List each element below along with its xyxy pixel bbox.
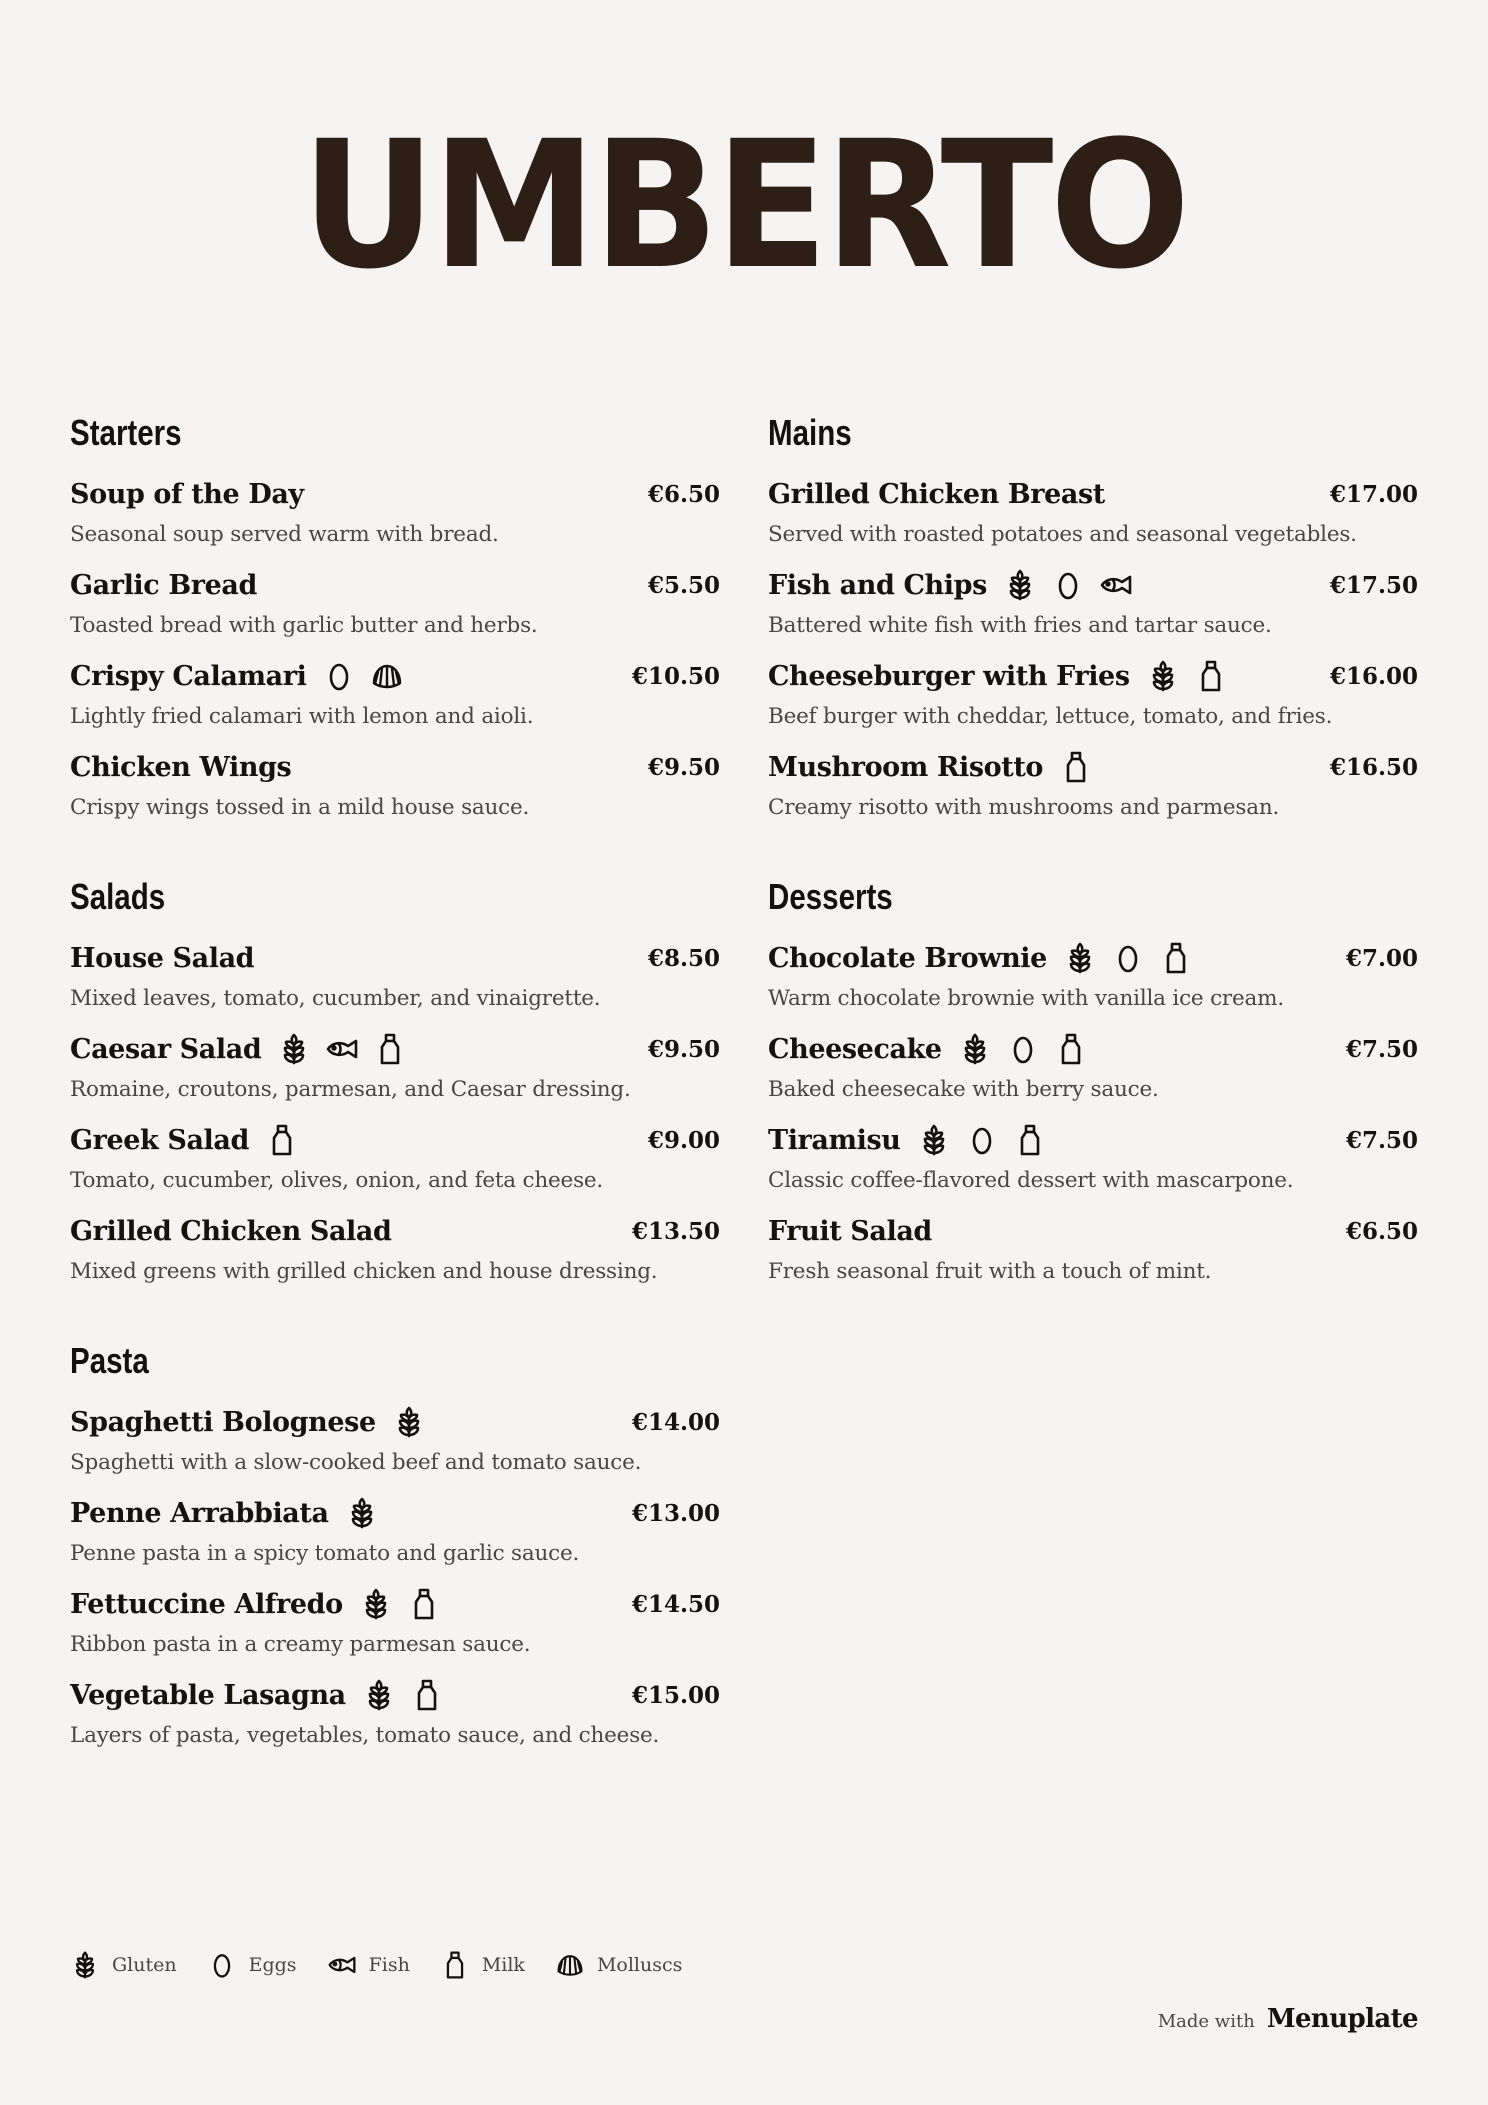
menu-item-description: Tomato, cucumber, olives, onion, and feta cheese. [70, 1168, 604, 1193]
menu-item[interactable] [70, 654, 720, 729]
allergen-icons [359, 1587, 455, 1621]
menu-item-name-group [768, 941, 1207, 975]
menuplate-logo[interactable]: Menuplate [1266, 2004, 1418, 2034]
menu-item-header [70, 1027, 720, 1071]
menu-item-header [768, 654, 1418, 698]
allergen-icons [917, 1123, 1061, 1157]
menu-item-name-group [768, 750, 1107, 784]
menu-item-price: €6.50 [647, 480, 720, 508]
menu-item-description: Classic coffee-flavored dessert with mascarpone. [768, 1168, 1294, 1193]
menu-item-header [70, 1582, 720, 1626]
fish-icon [325, 1032, 359, 1066]
menu-item-price: €10.50 [631, 662, 720, 690]
allergen-icons [277, 1032, 421, 1066]
menu-item-header [768, 563, 1418, 607]
menu-item-description: Mixed greens with grilled chicken and house dressing. [70, 1259, 658, 1284]
menu-item-header [70, 1673, 720, 1717]
menu-item-description: Spaghetti with a slow-cooked beef and tomato sauce. [70, 1450, 642, 1475]
menu-item-name: Grilled Chicken Breast [768, 478, 1105, 510]
menu-item-price: €7.50 [1345, 1126, 1418, 1154]
gluten-icon [958, 1032, 992, 1066]
menu-item-name: Penne Arrabbiata [70, 1497, 329, 1529]
menu-item-price: €9.00 [647, 1126, 720, 1154]
allergen-legend [70, 1950, 712, 1980]
menu-item-description: Romaine, croutons, parmesan, and Caesar dressing. [70, 1077, 631, 1102]
section-title: Pasta [70, 1340, 149, 1381]
menu-column-left [70, 408, 720, 1800]
legend-entry-fish [327, 1950, 410, 1980]
legend-label: Milk [481, 1954, 525, 1976]
menu-item-price: €9.50 [647, 753, 720, 781]
menu-item-name-group [70, 1587, 455, 1621]
menu-column-right [768, 408, 1418, 1336]
milk-bottle-icon [265, 1123, 299, 1157]
menu-item-name-group [70, 1216, 391, 1247]
menu-item[interactable] [768, 1118, 1418, 1193]
allergen-icons [392, 1405, 440, 1439]
milk-bottle-icon [373, 1032, 407, 1066]
allergen-icons [265, 1123, 313, 1157]
menu-item[interactable] [70, 1400, 720, 1475]
gluten-icon [1003, 568, 1037, 602]
menu-item[interactable] [768, 563, 1418, 638]
menu-item-name: Chicken Wings [70, 751, 292, 783]
menu-section [70, 872, 720, 1284]
menu-item-name-group [768, 568, 1147, 602]
menu-item-name-group [70, 1496, 393, 1530]
allergen-icons [958, 1032, 1102, 1066]
menu-item-header [768, 936, 1418, 980]
menu-item-name-group [768, 1032, 1102, 1066]
legend-entry-gluten [70, 1950, 177, 1980]
allergen-icons [322, 659, 418, 693]
menu-item[interactable] [768, 745, 1418, 820]
menu-item-name-group [768, 479, 1105, 510]
legend-label: Fish [368, 1954, 410, 1976]
legend-entry-milk [440, 1950, 525, 1980]
menu-item[interactable] [70, 745, 720, 820]
milk-bottle-icon [1159, 941, 1193, 975]
menu-item-name: Mushroom Risotto [768, 751, 1044, 783]
menu-item-price: €9.50 [647, 1035, 720, 1063]
menu-item[interactable] [70, 472, 720, 547]
legend-label: Molluscs [596, 1954, 683, 1976]
menu-item-name: Fruit Salad [768, 1215, 932, 1247]
milk-bottle-icon [1013, 1123, 1047, 1157]
menu-item-description: Served with roasted potatoes and seasonal vegetables. [768, 522, 1357, 547]
footer-credit [1158, 2004, 1418, 2034]
menu-item-name: Tiramisu [768, 1124, 901, 1156]
menu-item-header [70, 936, 720, 980]
section-title: Salads [70, 876, 166, 917]
menu-item-header [768, 472, 1418, 516]
menu-item-description: Warm chocolate brownie with vanilla ice cream. [768, 986, 1284, 1011]
menu-item-price: €6.50 [1345, 1217, 1418, 1245]
menu-item-description: Beef burger with cheddar, lettuce, tomato, and fries. [768, 704, 1333, 729]
shell-icon [370, 659, 404, 693]
menu-item-price: €5.50 [647, 571, 720, 599]
menu-item-name: Crispy Calamari [70, 660, 307, 692]
legend-label: Gluten [112, 1954, 177, 1976]
menu-item-name: Caesar Salad [70, 1033, 262, 1065]
milk-bottle-icon [410, 1678, 444, 1712]
menu-item-header [70, 1118, 720, 1162]
menu-item-price: €16.00 [1329, 662, 1418, 690]
shell-icon [555, 1950, 585, 1980]
menu-item-price: €14.50 [631, 1590, 720, 1618]
menu-item-price: €14.00 [631, 1408, 720, 1436]
egg-icon [965, 1123, 999, 1157]
egg-icon [1051, 568, 1085, 602]
menu-item-name: Chocolate Brownie [768, 942, 1047, 974]
menu-item-description: Layers of pasta, vegetables, tomato sauce, and cheese. [70, 1723, 660, 1748]
menu-item-price: €13.50 [631, 1217, 720, 1245]
menu-item-description: Penne pasta in a spicy tomato and garlic sauce. [70, 1541, 580, 1566]
milk-bottle-icon [440, 1950, 470, 1980]
menu-item[interactable] [70, 1673, 720, 1748]
made-with-label: Made with [1157, 2011, 1255, 2032]
menu-item-description: Seasonal soup served warm with bread. [70, 522, 499, 547]
egg-icon [1006, 1032, 1040, 1066]
menu-item-description: Creamy risotto with mushrooms and parmesan. [768, 795, 1280, 820]
menu-item-description: Fresh seasonal fruit with a touch of mint. [768, 1259, 1212, 1284]
menu-item-price: €16.50 [1329, 753, 1418, 781]
gluten-icon [359, 1587, 393, 1621]
milk-bottle-icon [1194, 659, 1228, 693]
section-title: Starters [70, 412, 182, 453]
menu-item[interactable] [70, 1209, 720, 1284]
menu-item[interactable] [70, 1027, 720, 1102]
menu-item-price: €15.00 [631, 1681, 720, 1709]
menu-item-description: Crispy wings tossed in a mild house sauce. [70, 795, 530, 820]
legend-label: Eggs [248, 1954, 297, 1976]
menu-item-price: €13.00 [631, 1499, 720, 1527]
menu-item-header [70, 1491, 720, 1535]
menu-item-header [70, 1209, 720, 1253]
menu-item-header [70, 563, 720, 607]
menu-item-price: €17.00 [1329, 480, 1418, 508]
menu-item-header [768, 1209, 1418, 1253]
menu-item-name-group [70, 659, 418, 693]
menu-item-description: Mixed leaves, tomato, cucumber, and vinaigrette. [70, 986, 601, 1011]
menu-item-name: Garlic Bread [70, 569, 257, 601]
menu-item[interactable] [768, 1209, 1418, 1284]
menu-section [768, 408, 1418, 820]
menu-item-price: €7.50 [1345, 1035, 1418, 1063]
milk-bottle-icon [407, 1587, 441, 1621]
menu-item-name: House Salad [70, 942, 255, 974]
gluten-icon [362, 1678, 396, 1712]
egg-icon [322, 659, 356, 693]
gluten-icon [277, 1032, 311, 1066]
menu-item-header [70, 472, 720, 516]
menu-section [70, 408, 720, 820]
egg-icon [1111, 941, 1145, 975]
menu-item-name: Fettuccine Alfredo [70, 1588, 343, 1620]
menu-item[interactable] [70, 936, 720, 1011]
menu-item-name: Greek Salad [70, 1124, 249, 1156]
allergen-icons [1063, 941, 1207, 975]
menu-item[interactable] [768, 936, 1418, 1011]
menu-item-name: Soup of the Day [70, 478, 304, 510]
menu-item-name: Vegetable Lasagna [70, 1679, 346, 1711]
menu-item[interactable] [768, 472, 1418, 547]
allergen-icons [1059, 750, 1107, 784]
menu-section [768, 872, 1418, 1284]
milk-bottle-icon [1054, 1032, 1088, 1066]
menu-item-header [768, 1027, 1418, 1071]
menu-item-name: Cheeseburger with Fries [768, 660, 1130, 692]
menu-item-name: Cheesecake [768, 1033, 942, 1065]
menu-item-price: €8.50 [647, 944, 720, 972]
gluten-icon [917, 1123, 951, 1157]
gluten-icon [1063, 941, 1097, 975]
menu-item-name-group [70, 1123, 313, 1157]
section-title: Desserts [768, 876, 893, 917]
fish-icon [327, 1950, 357, 1980]
menu-item-name-group [70, 479, 304, 510]
menu-item[interactable] [768, 654, 1418, 729]
egg-icon [207, 1950, 237, 1980]
menu-section [70, 1336, 720, 1748]
menu-item-name-group [70, 570, 257, 601]
menu-item[interactable] [70, 1491, 720, 1566]
milk-bottle-icon [1059, 750, 1093, 784]
menu-item[interactable] [70, 1582, 720, 1657]
menu-item-name: Grilled Chicken Salad [70, 1215, 392, 1247]
gluten-icon [70, 1950, 100, 1980]
menu-item-name-group [768, 659, 1242, 693]
menu-item-name-group [70, 943, 254, 974]
gluten-icon [345, 1496, 379, 1530]
menu-item-description: Toasted bread with garlic butter and herbs. [70, 613, 538, 638]
menu-item-name-group [70, 752, 291, 783]
menu-item-header [768, 745, 1418, 789]
menu-item-description: Battered white fish with fries and tartar sauce. [768, 613, 1272, 638]
menu-item-header [70, 1400, 720, 1444]
menu-item-name-group [70, 1032, 421, 1066]
menu-item-description: Lightly fried calamari with lemon and aioli. [70, 704, 534, 729]
allergen-icons [1003, 568, 1147, 602]
menu-item[interactable] [70, 563, 720, 638]
menu-item-name-group [70, 1405, 440, 1439]
allergen-icons [1146, 659, 1242, 693]
allergen-icons [362, 1678, 458, 1712]
fish-icon [1099, 568, 1133, 602]
section-title: Mains [768, 412, 852, 453]
menu-item-header [768, 1118, 1418, 1162]
menu-item-header [70, 745, 720, 789]
menu-item-price: €17.50 [1329, 571, 1418, 599]
menu-item-name: Fish and Chips [768, 569, 987, 601]
legend-entry-eggs [207, 1950, 297, 1980]
menu-item-name-group [768, 1216, 932, 1247]
gluten-icon [1146, 659, 1180, 693]
menu-item[interactable] [70, 1118, 720, 1193]
menu-item-header [70, 654, 720, 698]
menu-item-price: €7.00 [1345, 944, 1418, 972]
menu-item-name-group [70, 1678, 458, 1712]
menu-item-description: Ribbon pasta in a creamy parmesan sauce. [70, 1632, 531, 1657]
menu-item-description: Baked cheesecake with berry sauce. [768, 1077, 1159, 1102]
menu-item-name-group [768, 1123, 1061, 1157]
allergen-icons [345, 1496, 393, 1530]
legend-entry-molluscs [555, 1950, 682, 1980]
menu-item[interactable] [768, 1027, 1418, 1102]
menu-item-name: Spaghetti Bolognese [70, 1406, 376, 1438]
restaurant-name: UMBERTO [301, 103, 1187, 308]
gluten-icon [392, 1405, 426, 1439]
